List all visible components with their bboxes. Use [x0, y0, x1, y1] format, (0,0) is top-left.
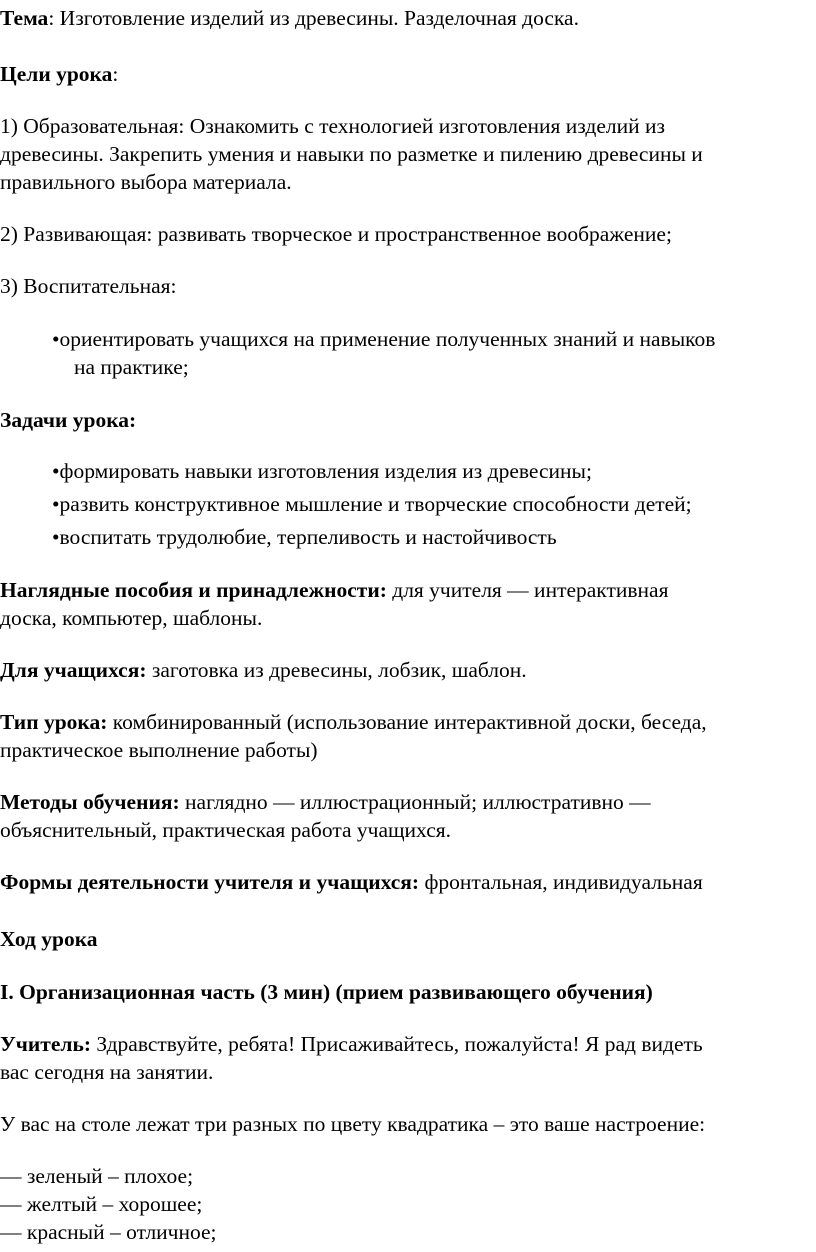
lesson-type-line-1 — [0, 708, 707, 736]
task-item-2: •развить конструктивное мышление и творческие способности детей; — [52, 492, 692, 516]
forms-label: Формы деятельности учителя и учащихся: — [0, 870, 420, 894]
teacher-line-2: вас сегодня на занятии. — [0, 1060, 214, 1084]
goal-educational-line-2: древесины. Закрепить умения и навыки по разметке и пилению древесины и — [0, 142, 703, 166]
teacher-label: Учитель: — [0, 1032, 91, 1056]
squares-intro: У вас на столе лежат три разных по цвету квадратика – это ваше настроение: — [0, 1112, 706, 1136]
lesson-type-label: Тип урока: — [0, 710, 108, 734]
students-line — [0, 656, 527, 684]
forms-line — [0, 868, 703, 896]
topic-label: Тема — [0, 6, 49, 30]
students-text: заготовка из древесины, лобзик, шаблон. — [146, 658, 527, 682]
task-item-1: •формировать навыки изготовления изделия из древесины; — [52, 459, 592, 483]
aids-line-2: доска, компьютер, шаблоны. — [0, 606, 263, 630]
goals-heading-colon: : — [112, 62, 119, 86]
lesson-type-line-2: практическое выполнение работы) — [0, 738, 318, 762]
aids-label: Наглядные пособия и принадлежности: — [0, 578, 387, 602]
topic-line — [0, 4, 579, 32]
aids-text-1: для учителя — интерактивная — [386, 578, 669, 602]
lesson-type-text-1: комбинированный (использование интерактивной доски, беседа, — [107, 710, 707, 734]
section1-heading: I. Организационная часть (3 мин) (прием развивающего обучения) — [0, 980, 653, 1004]
methods-line-2: объяснительный, практическая работа учащихся. — [0, 818, 451, 842]
tasks-heading: Задачи урока: — [0, 408, 137, 432]
square-item-yellow: — желтый – хорошее; — [0, 1192, 203, 1216]
goal-upbringing-bullet-line-2: на практике; — [74, 355, 189, 379]
teacher-text-1: Здравствуйте, ребята! Присаживайтесь, пожалуйста! Я рад видеть — [91, 1032, 703, 1056]
square-item-red: — красный – отличное; — [0, 1220, 217, 1244]
topic-separator: : — [48, 6, 60, 30]
methods-text-1: наглядно — иллюстрационный; иллюстративно — — [179, 790, 651, 814]
forms-text: фронтальная, индивидуальная — [419, 870, 703, 894]
teacher-line-1 — [0, 1030, 703, 1058]
goals-heading: Цели урока — [0, 62, 113, 86]
aids-line-1 — [0, 576, 668, 604]
square-item-green: — зеленый – плохое; — [0, 1164, 194, 1188]
goal-educational-line-1: 1) Образовательная: Ознакомить с технологией изготовления изделий из — [0, 114, 665, 138]
goals-heading-line — [0, 60, 118, 88]
goal-upbringing-bullet-line-1: •ориентировать учащихся на применение полученных знаний и навыков — [52, 327, 716, 351]
goal-developing: 2) Развивающая: развивать творческое и пространственное воображение; — [0, 222, 672, 246]
goal-upbringing: 3) Воспитательная: — [0, 274, 177, 298]
course-heading: Ход урока — [0, 927, 98, 951]
methods-line-1 — [0, 788, 651, 816]
students-label: Для учащихся: — [0, 658, 147, 682]
methods-label: Методы обучения: — [0, 790, 180, 814]
task-item-3: •воспитать трудолюбие, терпеливость и настойчивость — [52, 525, 557, 549]
goal-educational-line-3: правильного выбора материала. — [0, 170, 292, 194]
topic-text: Изготовление изделий из древесины. Разделочная доска. — [59, 6, 579, 30]
